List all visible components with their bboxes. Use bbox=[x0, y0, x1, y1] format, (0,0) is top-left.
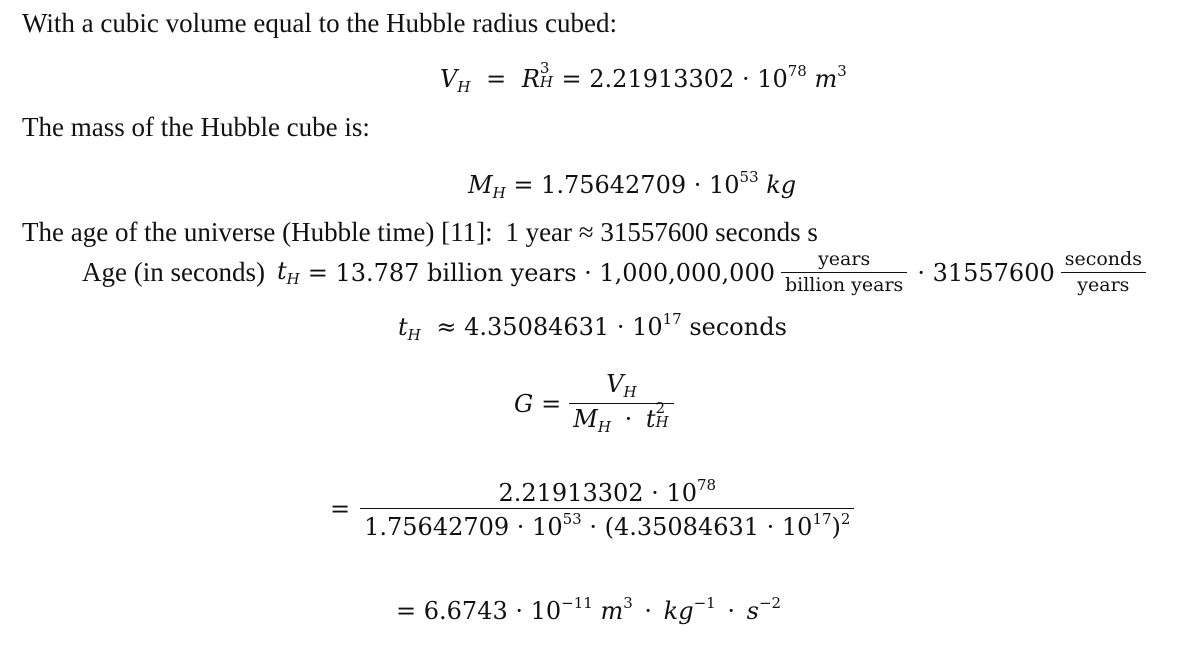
volume-unit: m bbox=[814, 65, 838, 93]
var-m: M bbox=[573, 405, 598, 433]
var-v: V bbox=[606, 370, 624, 398]
unit-kg: kg bbox=[663, 597, 694, 625]
exp-2: 2 bbox=[655, 399, 666, 417]
mass-exp: 53 bbox=[739, 168, 759, 186]
var-t: t bbox=[645, 405, 656, 433]
unit-s-exp: −2 bbox=[758, 594, 782, 612]
equals-sign: = bbox=[486, 65, 507, 93]
age-label: Age (in seconds) bbox=[82, 257, 265, 287]
seconds-multiplier: · 31557600 bbox=[917, 258, 1055, 287]
var-v: V bbox=[440, 65, 458, 93]
age-calculation bbox=[82, 250, 1146, 295]
den-time-exp: 17 bbox=[812, 510, 832, 528]
den-square: 2 bbox=[840, 510, 851, 528]
t-h-value: ≈ 4.35084631 · 10 bbox=[436, 313, 663, 341]
sub-h: H bbox=[655, 413, 669, 431]
frac1-denominator: billion years bbox=[784, 274, 904, 296]
volume-equation bbox=[440, 59, 847, 96]
dot-operator: · bbox=[644, 597, 653, 625]
fraction-bar bbox=[360, 508, 854, 509]
unit-kg-exp: −1 bbox=[693, 594, 716, 612]
intro-volume-text: With a cubic volume equal to the Hubble radius cubed: bbox=[22, 8, 617, 38]
unit-m-exp: 3 bbox=[623, 594, 633, 612]
volume-value: = 2.21913302 · 10 bbox=[561, 65, 788, 93]
g-numeric-denominator bbox=[360, 512, 854, 539]
g-numeric bbox=[330, 478, 854, 539]
var-r: R bbox=[521, 65, 540, 93]
age-value: = 13.787 billion years · 1,000,000,000 bbox=[307, 258, 775, 287]
close-paren: ) bbox=[831, 513, 841, 541]
var-t: t bbox=[276, 256, 287, 285]
year-conversion: 1 year ≈ 31557600 seconds s bbox=[505, 217, 818, 247]
unit-m: m bbox=[600, 597, 624, 625]
g-formula bbox=[514, 372, 674, 435]
years-per-billion-fraction bbox=[781, 250, 907, 295]
g-numeric-fraction bbox=[360, 478, 854, 539]
age-intro-line bbox=[22, 219, 818, 246]
r-scripts bbox=[539, 59, 554, 91]
var-m: M bbox=[468, 171, 493, 199]
g-numeric-numerator bbox=[494, 478, 720, 505]
fraction-bar bbox=[1061, 272, 1146, 273]
sub-h: H bbox=[597, 418, 611, 436]
t-h-unit: seconds bbox=[689, 313, 787, 341]
volume-exp: 78 bbox=[787, 62, 807, 80]
var-t: t bbox=[398, 313, 408, 341]
t-h-var bbox=[276, 256, 300, 288]
t-scripts bbox=[655, 399, 670, 431]
num-value: 2.21913302 · 10 bbox=[498, 479, 697, 507]
frac2-numerator: seconds bbox=[1064, 248, 1142, 270]
sub-h: H bbox=[407, 326, 421, 344]
num-exp: 78 bbox=[696, 476, 717, 494]
exp-3: 3 bbox=[539, 59, 550, 77]
seconds-per-year-fraction bbox=[1061, 250, 1146, 295]
den-mass: 1.75642709 · 10 bbox=[364, 513, 563, 541]
g-exp: −11 bbox=[561, 594, 593, 612]
volume-unit-exp: 3 bbox=[837, 62, 847, 80]
den-time: · (4.35084631 · 10 bbox=[589, 513, 813, 541]
sub-h: H bbox=[539, 73, 553, 91]
unit-s: s bbox=[746, 597, 759, 625]
den-mass-exp: 53 bbox=[562, 510, 582, 528]
mass-value: = 1.75642709 · 10 bbox=[513, 171, 740, 199]
g-numerator bbox=[602, 372, 640, 400]
equals-sign: = bbox=[541, 389, 562, 418]
dot-operator: · bbox=[727, 597, 735, 625]
age-intro-text: The age of the universe (Hubble time) [11]: bbox=[22, 217, 493, 247]
sub-h: H bbox=[286, 269, 300, 288]
g-denominator bbox=[569, 399, 673, 436]
t-h-result bbox=[398, 312, 787, 343]
frac1-numerator: years bbox=[818, 248, 871, 270]
sub-h: H bbox=[623, 383, 637, 401]
sub-h: H bbox=[457, 78, 471, 96]
sub-h: H bbox=[492, 184, 506, 202]
g-fraction bbox=[569, 372, 673, 435]
fraction-bar bbox=[781, 272, 907, 273]
mass-unit: kg bbox=[766, 171, 797, 199]
g-result bbox=[396, 596, 781, 623]
equals-sign: = bbox=[330, 494, 351, 523]
dot-operator: · bbox=[624, 405, 633, 433]
g-value: = 6.6743 · 10 bbox=[396, 597, 562, 625]
t-h-exp: 17 bbox=[662, 310, 682, 328]
mass-equation bbox=[468, 170, 796, 201]
intro-mass-text: The mass of the Hubble cube is: bbox=[22, 112, 370, 142]
frac2-denominator: years bbox=[1077, 274, 1130, 296]
var-g: G bbox=[514, 389, 534, 418]
